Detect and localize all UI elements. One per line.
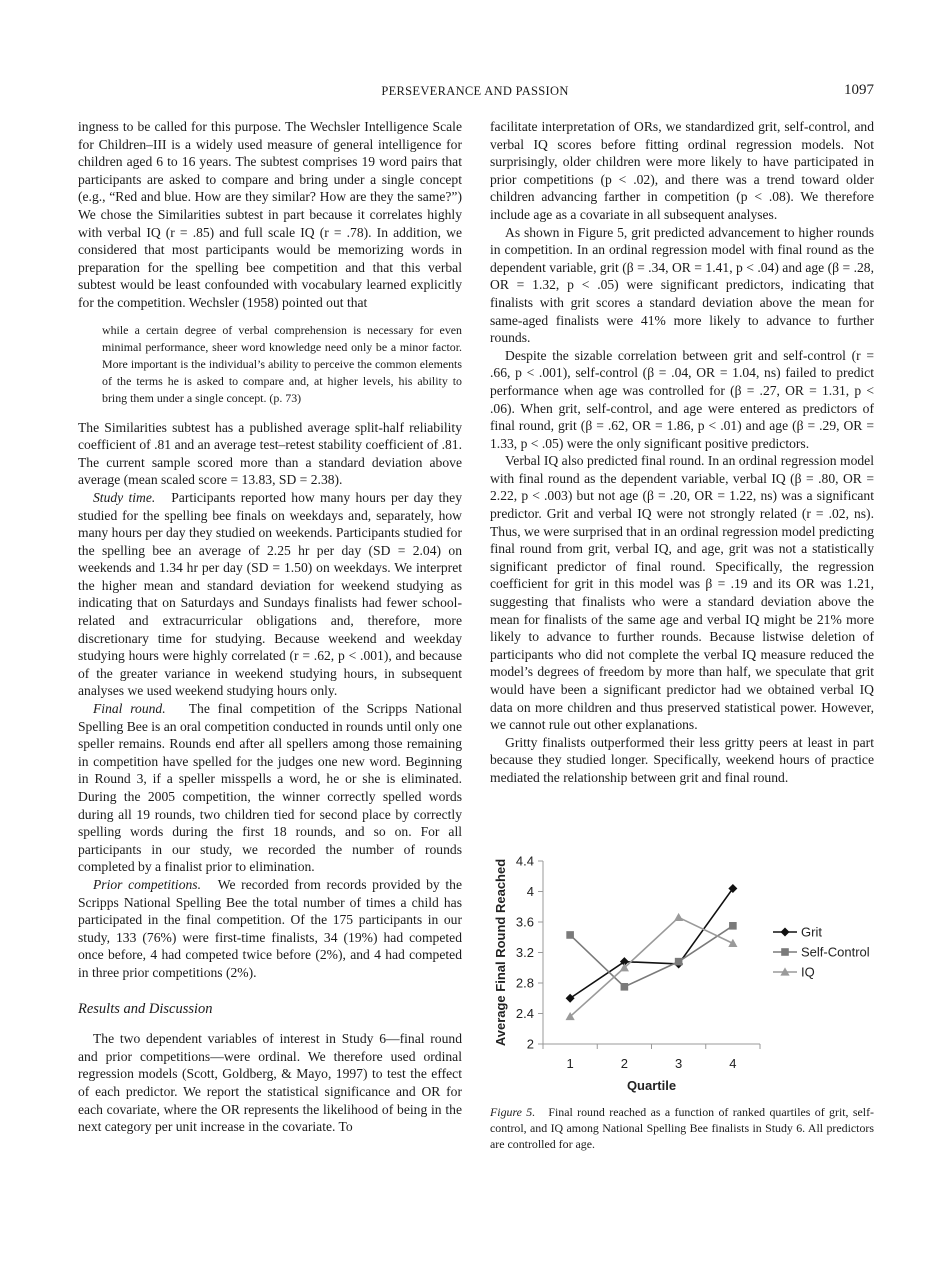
data-point-iq [728,939,737,947]
section-heading: Results and Discussion [78,1000,213,1017]
legend-label-grit: Grit [801,924,822,940]
running-head: PERSEVERANCE AND PASSION [381,84,569,98]
figure-caption [490,1104,874,1152]
data-point-self-control [675,958,683,966]
paragraph-prior-competitions [78,876,462,982]
legend-label-self-control: Self-Control [801,944,870,960]
paragraph-final-round [78,700,462,876]
y-tick-label: 2.4 [515,1006,534,1021]
study-time-text: Participants reported how many hours per day they studied for the spelling bee finals on weekdays and, separately, how many hours per day they studied on weekends. Participants studied for the spelling bee an average of 2.25 hr per day (SD = 2.04) on weekends and 1.34 hr per day (SD = 1.50) on weekdays. We interpret the higher mean and standard deviation for weekend studying as indicating that on Saturdays and Sundays finalists had fewer school-related and extracurricular obligations and, therefore, more discretionary time for studying. Because weekend and weekday studying hours were highly correlated (r = .62, p < .001), and because of the greater variance in weekend studying hours, in subsequent analyses we used weekend studying hours only. [78,489,462,699]
series-line-self-control [570,926,733,987]
paragraph-self-control: Despite the sizable correlation between grit and self-control (r = .66, p < .001), self-control (β = .04, OR = 1.04, ns) failed to predict performance when age was controlled for (β = .27, OR = 1.31, p < .06). When grit, self-control, and age were entered as predictors of final round, grit (β = .62, OR = 1.86, p < .01) and age (β = .29, OR = 1.33, p < .05) were the only significant positive predictors. [490,347,874,451]
paragraph-study-time [78,489,462,700]
x-tick-label: 4 [729,1056,737,1071]
paragraph-grit-prediction: As shown in Figure 5, grit predicted advancement to higher rounds in competition. In an ordinal regression model with final round as the dependent variable, grit (β = .34, OR = 1.41, p < .04) and age (β = .28, OR = 1.32, p < .05) were significant predictors, indicating that finalists with grit scores a standard deviation above the mean for same-aged finalists were 41% more likely to advance to further rounds. [490,224,874,346]
y-axis-title: Average Final Round Reached [493,858,508,1047]
paragraph-wisc: ingness to be called for this purpose. The Wechsler Intelligence Scale for Children–III is a widely used measure of general intelligence for children aged 6 to 16 years. The subtest comprises 19 word pairs that participants are asked to compare and bring under a single concept (e.g., “Red and blue. How are they similar? How are they the same?”) We chose the Similarities subtest in part because it correlates highly with verbal IQ (r = .85) and full scale IQ (r = .78). In addition, we considered that most participants would be memorizing words in preparation for the spelling bee competition and that this verbal subtest would be least confounded with vocabulary learned explicitly for the competition. Wechsler (1958) pointed out that [78,119,462,310]
x-tick-label: 2 [620,1056,628,1071]
x-tick-label: 1 [566,1056,574,1071]
paragraph-results: The two dependent variables of interest in Study 6—final round and prior competitions—were ordinal. We therefore used ordinal regression models (Scott, Goldberg, & Mayo, 1997) to test the effect of each predictor. We report the statistical significance and OR for each covariate, where the OR represents the likelihood of being in the next category per unit increase in the covariate. To [78,1031,462,1135]
paragraph-gritty-finalists: Gritty finalists outperformed their less gritty peers at least in part because they studied longer. Specifically, weekend hours of practice mediated the relationship between grit and final round. [490,734,874,785]
caption-label: Figure 5. [490,1105,536,1119]
final-round-text: The final competition of the Scripps National Spelling Bee is an oral competition conducted in rounds until only one speller remains. Rounds end after all spellers among those remaining in competition have spelled for the judges one new word. Beginning in Round 3, if a speller misspells a word, he or she is eliminated. During the 2005 competition, the winner correctly spelled words during all 19 rounds, two children tied for second place by correctly spelling words during the first 18 rounds, and so on. For all participants in our study, we recorded the number of rounds completed by a finalist prior to elimination. [78,701,462,875]
x-axis-title: Quartile [626,1078,677,1093]
caption-text: Final round reached as a function of ranked quartiles of grit, self-control, and IQ among National Spelling Bee finalists in Study 6. All predictors are controlled for age. [490,1105,875,1151]
legend-marker-grit [781,928,790,937]
paragraph-reliability: The Similarities subtest has a published average split-half reliability coefficient of .81 and an average test–retest stability coefficient of .81. The current sample scored more than a standard deviation above average (mean scaled score = 13.83, SD = 2.38). [78,419,462,488]
right-column [490,118,874,787]
page-header [0,82,950,102]
y-tick-label: 4 [526,884,534,899]
left-column [78,118,462,1136]
y-tick-label: 3.2 [515,945,534,960]
run-in-heading-prior: Prior competitions. [93,876,201,892]
y-tick-label: 4.4 [515,853,534,869]
data-point-self-control [621,983,629,991]
page-number: 1097 [844,82,874,98]
paragraph-orientation: facilitate interpretation of ORs, we standardized grit, self-control, and verbal IQ scores before fitting ordinal regression models. Not surprisingly, older children were more likely to have participated in prior competitions (p < .02), and there was a trend toward older children advancing farther in competition (p < .08). We therefore include age as a covariate in all subsequent analyses. [490,119,874,222]
block-quote: while a certain degree of verbal comprehension is necessary for even minimal performance, sheer word knowledge need only be a minor factor. More important is the individual’s ability to perceive the common elements of the terms he is asked to compare and, at higher levels, his ability to bring them under a single concept. (p. 73) [102,322,462,405]
run-in-heading-study-time: Study time. [93,489,156,505]
series-line-iq [570,917,733,1016]
y-tick-label: 3.6 [515,914,534,930]
figure-5 [490,852,874,1097]
data-point-grit [566,994,575,1003]
y-tick-label: 2.8 [515,975,534,991]
data-point-iq [674,913,683,921]
legend-marker-self-control [781,948,789,956]
prior-text: We recorded from records provided by the Scripps National Spelling Bee the total number of times a child has participated in the final competition. Of the 175 participants in our study, 133 (76%) were first-time finalists, 34 (19%) had competed once before, 4 had competed twice before (2%), and 4 had competed in three prior competitions (2%). [78,876,462,980]
run-in-heading-final-round: Final round. [93,701,166,717]
line-chart [490,852,874,1097]
legend-label-iq: IQ [801,964,815,980]
data-point-self-control [729,922,737,930]
y-tick-label: 2 [526,1036,534,1052]
x-tick-label: 3 [675,1056,683,1071]
paragraph-verbal-iq: Verbal IQ also predicted final round. In an ordinal regression model with final round as the dependent variable, verbal IQ (β = .80, OR = 2.22, p < .003) but not age (β = .20, OR = 1.22, ns) was a significant predictor. Grit and verbal IQ were not strongly related (r = .02, ns). Thus, we were surprised that in an ordinal regression model predicting final round from grit, verbal IQ, and age, grit was not a statistically significant predictor of final round. Specifically, the regression coefficient for grit in this model was β = .19 and its OR was 1.21, suggesting that finalists who were a standard deviation above the mean for finalists of the same age and verbal IQ might be 21% more likely to advance to further rounds. Because listwise deletion of participants who did not complete the verbal IQ measure reduced the model’s degrees of freedom by more than half, we speculate that grit would have been a significant predictor had we obtained verbal IQ data on more children and thus preserved statistical power. However, we cannot rule out other explanations. [490,453,874,733]
data-point-self-control [566,931,574,939]
